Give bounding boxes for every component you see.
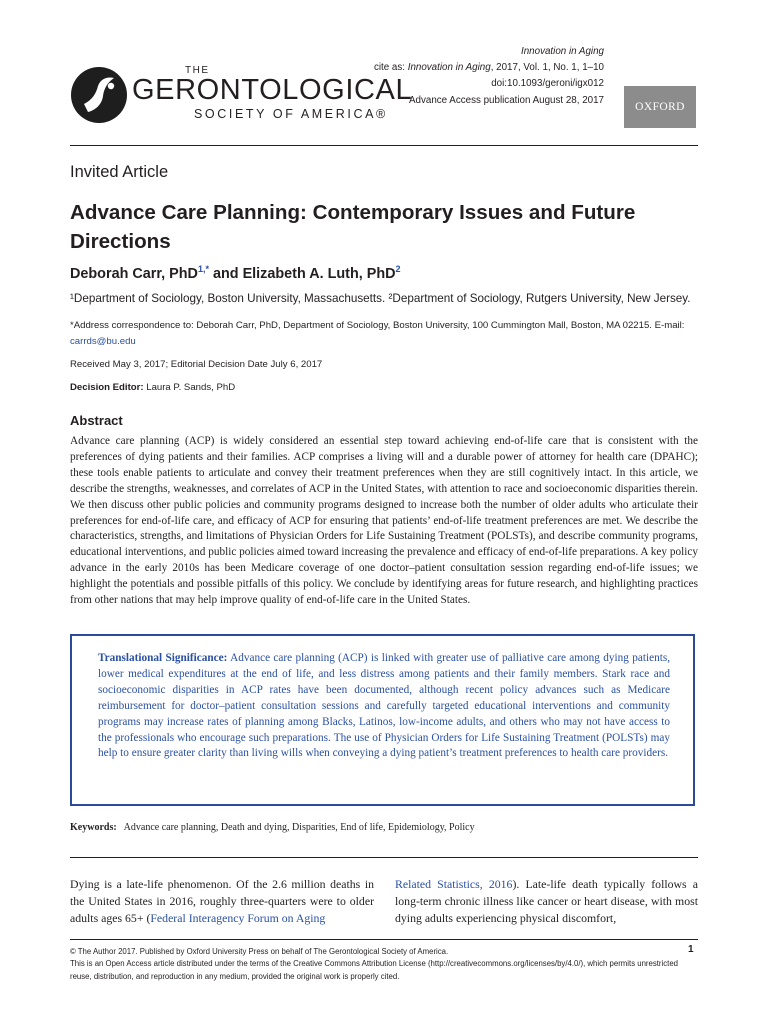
keywords: Keywords: Advance care planning, Death and dying, Disparities, End of life, Epidemiology, Policy [70,822,475,833]
publication-date: Advance Access publication August 28, 2017 [409,94,604,106]
body-column-left: Dying is a late-life phenomenon. Of the 2.6 million deaths in the United States in 2016, roughly three-quarters were to older adults ages 65+ (Federal Interagency Forum on Aging [70,877,374,925]
author-1: Deborah Carr, PhD [70,266,198,282]
article-title: Advance Care Planning: Contemporary Issues and Future Directions [70,201,636,253]
author-2-affil[interactable]: 2 [395,264,401,274]
logo-name: GERONTOLOGICAL [132,74,413,106]
ref-link-related-stats[interactable]: Related Statistics, 2016 [395,877,513,891]
affiliations: ¹Department of Sociology, Boston University, Massachusetts. ²Department of Sociology, Rutgers University, New Jersey. [70,292,691,305]
cite-line: cite as: Innovation in Aging, 2017, Vol. 1, No. 1, 1–10 [373,62,604,74]
logo-subtitle: SOCIETY OF AMERICA® [194,107,388,121]
body-rule [70,857,698,858]
ref-link-federal-forum[interactable]: Federal Interagency Forum on Aging [150,910,326,925]
journal-name: Innovation in Aging [521,46,604,57]
translational-significance-box [70,634,695,806]
received-dates: Received May 3, 2017; Editorial Decision Date July 6, 2017 [70,359,323,370]
abstract-text: Advance care planning (ACP) is widely considered an essential step toward achieving end-of-life care that is consistent with the preferences of dying patients and their families. ACP comprises a living will and a durable power of attorney for health care (DPAHC); these tools enable patients to articulate and convey their treatment preferences when they are still cognitively intact. In this article, we describe the strengths, weaknesses, and correlates of ACP in the United States, with attention to race and socioeconomic disparities therein. We then discuss other public policies and community programs designed to increase both the number of older adults who articulate their preferences for end-of-life care, and efficacy of ACP for ensuring that patients’ end-of-life treatment preferences are met. We describe the characteristics, strengths, and limitations of Physician Orders for Life Sustaining Treatment (POLSTs), and describe community programs, educational interventions, and public policies aimed toward increasing the prevalence and efficacy of end-of-life preparations. A key policy advance in the early 2010s has been Medicare coverage of one doctor–patient consultation session regarding end-of-life issues; we highlight the potentials and possible pitfalls of this policy. We conclude by identifying areas for future research, and highlighting practices from other nations that may help improve quality of end-of-life care in the United States. [70,435,698,607]
author-line: Deborah Carr, PhD$^{1,*}$ and Elizabeth A. Luth, PhD$^2$ [70,264,401,282]
citation-block [374,44,604,109]
logo-the: THE [185,65,210,76]
header-rule [70,145,698,146]
correspondence: *Address correspondence to: Deborah Carr, PhD, Department of Sociology, Boston University, 100 Cummington Mall, Boston, MA 02215. E-mail: carrds@bu.edu [70,320,685,347]
doi: doi:10.1093/geroni/igx012 [491,78,604,90]
author-2: Elizabeth A. Luth, PhD [242,266,396,282]
translational-text: Translational Significance: Advance care planning (ACP) is linked with greater use of palliative care among dying patients, lower medical expenditures at the end of life, and less distress among patients and their family members. Stark race and socioeconomic disparities in ACP rates have been documented, although recent policy advances such as Medicare reimbursement for doctor–patient consultation sessions and carefully targeted educational interventions and community programs may increase rates of planning among Blacks, Latinos, low-income adults, and others who may not have access to the professionals who encourage such preparations. The use of Physician Orders for Life Sustaining Treatment (POLSTs) may help to ensure greater clarity than living wills when conveying a dying patient’s treatment preferences to health care providers. [98,652,671,760]
author-1-affil[interactable]: 1,* [197,264,209,274]
footer-rule [70,939,698,940]
email-link[interactable]: carrds@bu.edu [70,336,136,347]
footer-license: © The Author 2017. Published by Oxford University Press on behalf of The Gerontological Society of America. This is an Open Access article distributed under the terms of the Creative Commons Attribution License (http://creativecommons.org/licenses/by/4.0/), which permits unrestricted reuse, distribution, and reproduction in any medium, provided the original work is properly cited. [70,947,678,981]
gsa-emblem-icon [70,66,128,124]
decision-editor: Decision Editor: Laura P. Sands, PhD [70,382,236,393]
body-column-right: Related Statistics, 2016). Late-life death typically follows a long-term chronic illness like cancer or heart disease, with most dying adults experiencing physical discomfort, [395,877,698,925]
page-number: 1 [688,944,694,955]
article-type: Invited Article [70,163,169,181]
gsa-logo [70,62,413,128]
oxford-logo: OXFORD [624,86,696,128]
abstract-heading: Abstract [70,413,123,428]
